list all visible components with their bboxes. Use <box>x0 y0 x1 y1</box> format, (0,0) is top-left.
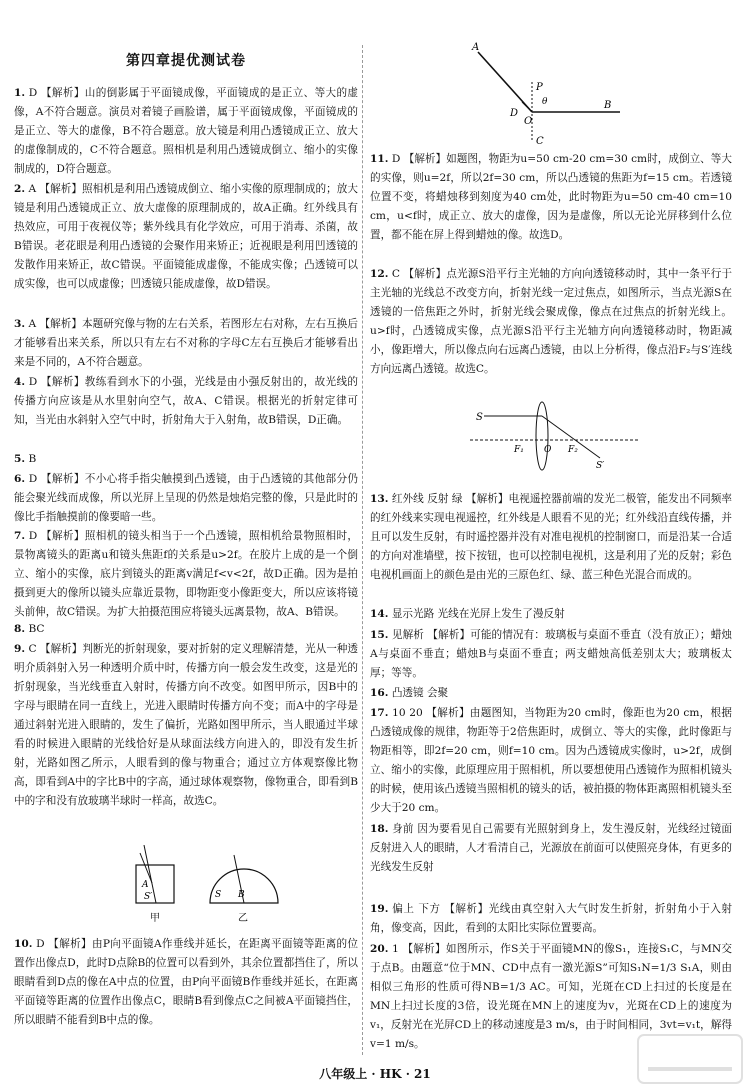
svg-text:S′: S′ <box>596 461 605 471</box>
answer-q10 <box>14 935 358 1030</box>
answer-q5 <box>14 450 358 469</box>
answer-text: 凸透镜 会聚 <box>391 687 449 699</box>
answer-q17 <box>370 704 732 818</box>
watermark-logo <box>636 1033 744 1085</box>
svg-text:A: A <box>472 42 480 53</box>
answer-q12 <box>370 265 732 379</box>
answer-num: 19. <box>370 903 389 915</box>
figure-jia-yi <box>130 845 280 940</box>
answer-q15 <box>370 626 732 683</box>
answer-text: 身前 因为要看见自己需要有光照射到身上，发生漫反射，光线经过镜面反射进入人的眼睛，人才看清自己，光源放在前面可以使照亮身体，有更多的光线发生反射 <box>370 823 732 873</box>
svg-text:S: S <box>215 890 222 900</box>
answer-text: D 【解析】如题图，物距为u=50 cm-20 cm=30 cm时，成倒立、等大的实像，则u=2f，所以2f=30 cm，所以凸透镜的焦距为f=15 cm。若透镜位置不变，将蜡烛移到刻度为40 cm处，此时物距为u=50 cm-40 cm=10 cm，u<f时，成正立、放大的虚像，因为是虚像，所以无论光屏移到什么位置，都不能在屏上得到蜡烛的像。故选D。 <box>370 153 732 241</box>
answer-text: 10 20 【解析】由题图知，当物距为20 cm时，像距也为20 cm，根据凸透镜成像的规律，物距等于2倍焦距时，成倒立、等大的实像，此时像距与物距相等，即2f=20 cm，则f=10 cm。因为凸透镜成实像时，u>2f，成倒立、缩小的实像，此原理应用于照相机，所以要想使用凸透镜作为照相机镜头的时候，使用该凸透镜当照相机的镜头的话，被拍摄的物体距离照相机镜头至少大于20 cm。 <box>370 707 732 814</box>
answer-num: 9. <box>14 643 26 655</box>
answer-text: C 【解析】点光源S沿平行主光轴的方向向透镜移动时，其中一条平行于主光轴的光线总不改变方向，折射光线一定过焦点，如图所示，当点光源S在透镜的一倍焦距之外时，折射光线会聚成像，像点在过焦点的折射光线上。u>f时，凸透镜成实像，点光源S沿平行主光轴方向向透镜移动时，物距减小，像距增大，所以像点向右远离凸透镜，由以上分析得，像点沿F₂与S′连线方向远离凸透镜。故选C。 <box>370 268 732 375</box>
answer-num: 8. <box>14 623 26 635</box>
answer-num: 11. <box>370 153 389 165</box>
answer-num: 13. <box>370 493 389 505</box>
answer-num: 1. <box>14 87 26 99</box>
answer-q16 <box>370 684 732 703</box>
answer-q4 <box>14 373 358 430</box>
svg-text:B: B <box>604 100 612 111</box>
answer-text: C 【解析】判断光的折射现象，要对折射的定义理解清楚，光从一种透明介质斜射入另一种透明介质中时，传播方向一般会发生改变，这是光的折射现象，当光线垂直入射时，传播方向不改变。如图甲所示，因B中的字母与眼睛在同一直线上，光进入眼睛时传播方向不变；而A中的字母是通过斜射光进入眼睛的，发生了偏折，光路如图甲所示，当人眼通过半球看的时候进入眼睛的光线恰好是从球面法线方向进入的，即没有发生折射，光路如图乙所示，人眼看到的像与物重合；通过立方体观察像比物高，即看到A中的字比B中的字高，通过球体观察物，像物重合，即看到B中的字和没有放玻璃半球时一样高，故选C。 <box>14 643 358 807</box>
svg-text:S′: S′ <box>144 892 153 902</box>
svg-text:θ: θ <box>542 97 548 107</box>
answer-text: BC <box>28 623 45 635</box>
answer-text: B <box>28 453 37 465</box>
answer-text: D 【解析】不小心将手指尖触摸到凸透镜，由于凸透镜的其他部分仍能会聚光线而成像，所以光屏上呈现的仍然是烛焰完整的像，只是此时的像比手指触摸前的像要暗一些。 <box>14 473 358 523</box>
answer-num: 10. <box>14 938 33 950</box>
answer-q6 <box>14 470 358 527</box>
answer-text: 见解析 【解析】可能的情况有：玻璃板与桌面不垂直（没有放正）；蜡烛A与桌面不垂直；蜡烛B与桌面不垂直；两支蜡烛高低差别太大；玻璃板太厚；等等。 <box>370 629 732 679</box>
answer-text: A 【解析】本题研究像与物的左右关系，若图形左右对称，左右互换后才能够看出来关系，所以只有左右不对称的字母C左右互换后才能够看出来是不同的，A不符合题意。 <box>14 318 359 368</box>
answer-text: D 【解析】教练看到水下的小强，光线是由小强反射出的，故光线的传播方向应该是从水里射向空气，故A、C错误。根据光的折射定律可知，当光由水斜射入空气中时，折射角大于入射角，故B错误，D正确。 <box>14 376 358 426</box>
page-footer: 八年级上 · HK · 21 <box>319 1067 431 1081</box>
answer-q2 <box>14 180 358 294</box>
answer-num: 3. <box>14 318 26 330</box>
answer-q3 <box>14 315 358 372</box>
answer-text: 红外线 反射 绿 【解析】电视遥控器前端的发光二极管，能发出不同频率的红外线来实现电视遥控，红外线是人眼看不见的光；红外线沿直线传播，并且可以发生反射，有时遥控器并没有对准电视机的控制窗口，而是沿某一合适的方向对准墙壁，按下按钮，也可以控制电视机，这是利用了光的反射；彩色电视机画面上的颜色是由光的三原色红、绿、蓝三种色光混合而成的。 <box>370 493 732 581</box>
svg-text:S: S <box>476 412 483 423</box>
answer-q7 <box>14 527 358 622</box>
glass-cube-hemisphere-diagram <box>130 845 280 940</box>
figure-label-jia: 甲 <box>150 913 160 924</box>
answer-text: 显示光路 光线在光屏上发生了漫反射 <box>391 608 565 620</box>
answer-q9 <box>14 640 358 811</box>
mirror-diagram <box>470 40 630 150</box>
answer-q8 <box>14 620 358 639</box>
answer-q11 <box>370 150 732 245</box>
answer-num: 5. <box>14 453 26 465</box>
svg-text:O: O <box>524 116 533 127</box>
answer-q14 <box>370 605 732 624</box>
svg-text:C: C <box>536 136 544 147</box>
answer-num: 15. <box>370 629 389 641</box>
answer-num: 2. <box>14 183 26 195</box>
answer-text: D 【解析】由P向平面镜A作垂线并延长，在距离平面镜等距离的位置作出像点D，此时D点除B的位置可以看到外，其余位置都挡住了，所以眼睛看到D点的像在A中点的位置，由P向平面镜B作垂线并延长，在距离平面镜等距离的位置作出像点C，眼睛B看到像点C之间被A平面镜挡住，所以眼睛不能看到B中点的像。 <box>14 938 358 1026</box>
answer-num: 18. <box>370 823 389 835</box>
answer-q19 <box>370 900 732 938</box>
answer-num: 4. <box>14 376 26 388</box>
answer-text: D 【解析】照相机的镜头相当于一个凸透镜，照相机给景物照相时，景物离镜头的距离u和镜头焦距f的关系是u>2f。在胶片上成的是一个倒立、缩小的实像，底片到镜头的距离v满足f<v<2f，故D正确。因为是拍摄到更大的像所以镜头应靠近景物，即物距变小像距变大，所以应该将镜头前伸，故C错误。为扩大拍摄范围应将镜头远离景物，故A、B错误。 <box>14 530 358 618</box>
answer-text: 偏上 下方 【解析】光线由真空射入大气时发生折射，折射角小于入射角，像变高，因此，看到的太阳比实际位置要高。 <box>370 903 732 934</box>
svg-text:O: O <box>544 445 552 455</box>
answer-text: A 【解析】照相机是利用凸透镜成倒立、缩小实像的原理制成的；放大镜是利用凸透镜成正立、放大虚像的原理制成的，故A正确。红外线具有热效应，可用于夜视仪等；紫外线具有化学效应，可用于消毒、杀菌，故B错误。老花眼是利用凸透镜的会聚作用来矫正；近视眼是利用凹透镜的发散作用来矫正，故C错误。平面镜能成虚像，不能成实像；凸透镜可以成实像，也可以成虚像；凹透镜只能成虚像，故D错误。 <box>14 183 359 290</box>
svg-text:F₂: F₂ <box>568 445 578 455</box>
svg-text:B: B <box>238 890 245 900</box>
column-divider <box>362 45 363 1055</box>
answer-num: 14. <box>370 608 389 620</box>
answer-num: 16. <box>370 687 389 699</box>
answer-q13 <box>370 490 732 585</box>
svg-text:D: D <box>510 108 519 119</box>
lens-diagram <box>470 398 640 473</box>
answer-num: 17. <box>370 707 389 719</box>
page-title: 第四章提优测试卷 <box>126 53 246 69</box>
answer-text: D 【解析】山的倒影属于平面镜成像，平面镜成的是正立、等大的虚像，A不符合题意。演员对着镜子画脸谱，属于平面镜成像，平面镜成的是正立、等大的虚像，B不符合题意。放大镜是利用凸透镜成正立、放大的虚像制成的，C不符合题意。照相机是利用凸透镜成倒立、缩小的实像制成的，D符合题意。 <box>14 87 358 175</box>
answer-num: 12. <box>370 268 389 280</box>
answer-q18 <box>370 820 732 877</box>
answer-num: 7. <box>14 530 26 542</box>
answer-text: 1 【解析】如图所示，作S关于平面镜MN的像S₁，连接S₁C，与MN交于点B。由题意“位于MN、CD中点有一激光源S”可知S₁N=1/3 S₁A，则由相似三角形的性质可得NB=1/3 AC。可知，光斑在CD上扫过的长度是在MN上扫过长度的3倍，设光斑在MN上的速度为v，光斑在CD上的速度为v₁，反射光在光屏CD上的移动速度是3 m/s，由于时间相同，3vt=v₁t，解得v=1 m/s。 <box>370 943 732 1050</box>
answer-q1 <box>14 84 358 179</box>
svg-text:F₁: F₁ <box>514 445 524 455</box>
answer-num: 20. <box>370 943 389 955</box>
figure-label-yi: 乙 <box>238 913 248 924</box>
svg-text:A: A <box>142 880 149 890</box>
answer-num: 6. <box>14 473 26 485</box>
svg-text:P: P <box>536 82 543 93</box>
